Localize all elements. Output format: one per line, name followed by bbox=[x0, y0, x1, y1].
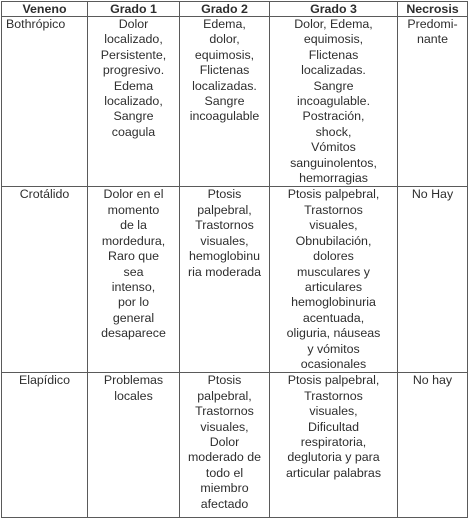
veneno-cell: Bothrópico bbox=[2, 17, 88, 187]
veneno-cell: Crotálido bbox=[2, 187, 88, 373]
table-row bbox=[2, 373, 468, 518]
necrosis-cell: No Hay bbox=[398, 187, 468, 373]
header-necrosis: Necrosis bbox=[398, 2, 468, 17]
table-row bbox=[2, 17, 468, 187]
grado-1-cell: Problemas locales bbox=[88, 373, 180, 518]
necrosis-cell: Predomi- nante bbox=[398, 17, 468, 187]
header-grado-1: Grado 1 bbox=[88, 2, 180, 17]
header-grado-3: Grado 3 bbox=[270, 2, 398, 17]
grado-2-cell: Ptosis palpebral, Trastornos visuales, Dolor moderado de todo el miembro afectado bbox=[180, 373, 270, 518]
grado-3-cell: Ptosis palpebral, Trastornos visuales, Obnubilación, dolores musculares y articulares hemoglobinuria acentuada, oliguria, náuseas y vómitos ocasionales bbox=[270, 187, 398, 373]
grado-2-cell: Ptosis palpebral, Trastornos visuales, hemoglobinu ria moderada bbox=[180, 187, 270, 373]
grado-1-cell: Dolor en el momento de la mordedura, Raro que sea intenso, por lo general desaparece bbox=[88, 187, 180, 373]
grado-1-cell: Dolor localizado, Persistente, progresivo. Edema localizado, Sangre coagula bbox=[88, 17, 180, 187]
header-veneno: Veneno bbox=[2, 2, 88, 17]
grado-2-cell: Edema, dolor, equimosis, Flictenas localizadas. Sangre incoagulable bbox=[180, 17, 270, 187]
necrosis-cell: No hay bbox=[398, 373, 468, 518]
grado-3-cell: Dolor, Edema, equimosis, Flictenas localizadas. Sangre incoagulable. Postración, shock, Vómitos sanguinolentos, hemorragias bbox=[270, 17, 398, 187]
venom-grades-table bbox=[1, 1, 468, 518]
grado-3-cell: Ptosis palpebral, Trastornos visuales, Dificultad respiratoria, deglutoria y para articular palabras bbox=[270, 373, 398, 518]
table-row bbox=[2, 187, 468, 373]
veneno-cell: Elapídico bbox=[2, 373, 88, 518]
header-row bbox=[2, 2, 468, 17]
header-grado-2: Grado 2 bbox=[180, 2, 270, 17]
